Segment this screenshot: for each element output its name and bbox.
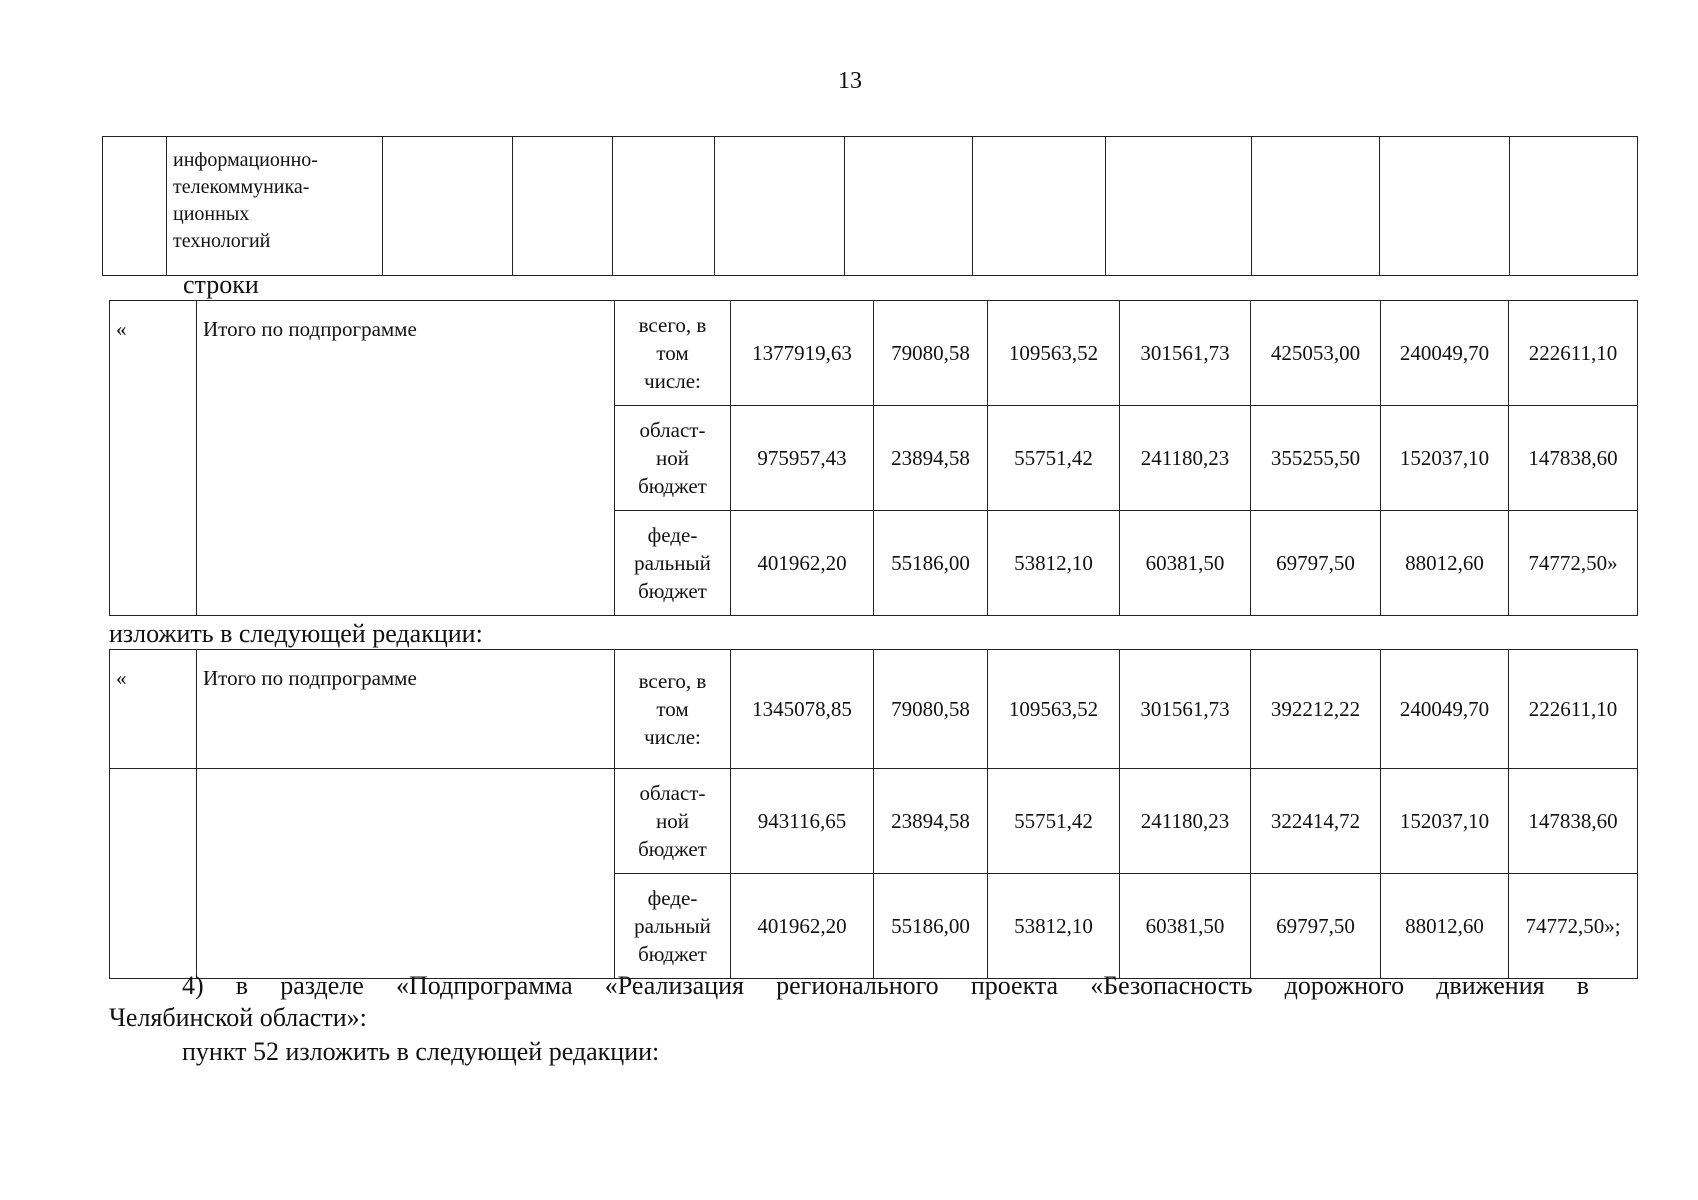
table-cell [513, 137, 613, 276]
value-cell: 975957,43 [731, 406, 874, 511]
value-cell: 23894,58 [874, 769, 988, 874]
value-cell: 152037,10 [1381, 406, 1509, 511]
value-cell: 53812,10 [988, 874, 1120, 979]
value-cell: 88012,60 [1381, 874, 1509, 979]
value-cell: 401962,20 [731, 874, 874, 979]
source-line: ной [656, 446, 689, 470]
table-cell [613, 137, 715, 276]
source-line: всего, в [638, 313, 707, 337]
table-cell [973, 137, 1106, 276]
quote-cell: « [110, 650, 197, 769]
value-cell: 147838,60 [1509, 406, 1638, 511]
value-cell: 241180,23 [1120, 406, 1251, 511]
value-cell: 74772,50»; [1509, 874, 1638, 979]
value-cell: 240049,70 [1381, 301, 1509, 406]
value-cell: 1345078,85 [731, 650, 874, 769]
value-cell: 222611,10 [1509, 650, 1638, 769]
continuation-text-cell [167, 137, 383, 276]
value-cell: 355255,50 [1251, 406, 1381, 511]
label-new-edition: изложить в следующей редакции: [109, 619, 483, 648]
source-line: феде- [647, 886, 698, 910]
value-cell: 401962,20 [731, 511, 874, 616]
value-cell: 240049,70 [1381, 650, 1509, 769]
value-cell: 109563,52 [988, 301, 1120, 406]
label-rows: строки [183, 270, 259, 299]
table-cell [845, 137, 973, 276]
quote-cell: « [110, 301, 197, 616]
source-line: том [656, 341, 689, 365]
value-cell: 301561,73 [1120, 650, 1251, 769]
continuation-table [102, 136, 1638, 276]
source-line: ральный [634, 914, 711, 938]
source-line: бюджет [638, 474, 707, 498]
value-cell: 241180,23 [1120, 769, 1251, 874]
source-line: числе: [644, 725, 701, 749]
source-line: област- [639, 781, 706, 805]
continuation-text-line: информационно- [173, 149, 318, 171]
value-cell: 322414,72 [1251, 769, 1381, 874]
source-line: том [656, 697, 689, 721]
value-cell: 60381,50 [1120, 874, 1251, 979]
old-subprogram-total-table [109, 300, 1638, 616]
source-line: бюджет [638, 942, 707, 966]
value-cell: 69797,50 [1251, 874, 1381, 979]
value-cell: 943116,65 [731, 769, 874, 874]
table-row [110, 769, 1638, 874]
table-cell [1252, 137, 1380, 276]
table-cell [715, 137, 845, 276]
source-line: бюджет [638, 579, 707, 603]
continuation-row [103, 137, 1638, 276]
value-cell: 55186,00 [874, 511, 988, 616]
source-line: числе: [644, 369, 701, 393]
value-cell: 425053,00 [1251, 301, 1381, 406]
value-cell: 152037,10 [1381, 769, 1509, 874]
value-cell: 222611,10 [1509, 301, 1638, 406]
subprogram-title-cell: Итого по подпрограмме [197, 301, 615, 616]
value-cell: 79080,58 [874, 650, 988, 769]
table-cell [1106, 137, 1252, 276]
source-cell [615, 650, 731, 769]
source-line: област- [639, 418, 706, 442]
table-cell [103, 137, 167, 276]
source-cell [615, 874, 731, 979]
value-cell: 53812,10 [988, 511, 1120, 616]
source-cell [615, 769, 731, 874]
source-cell [615, 511, 731, 616]
new-subprogram-total-table [109, 649, 1638, 979]
paragraph-4-line-1: 4) в разделе «Подпрограмма «Реализация регионального проекта «Безопасность дорожного движения в [182, 971, 1589, 1000]
source-line: всего, в [638, 669, 707, 693]
table-cell [197, 769, 615, 979]
table-cell [1380, 137, 1510, 276]
value-cell: 1377919,63 [731, 301, 874, 406]
value-cell: 74772,50» [1509, 511, 1638, 616]
table-row [110, 301, 1638, 406]
source-line: ной [656, 809, 689, 833]
value-cell: 23894,58 [874, 406, 988, 511]
value-cell: 109563,52 [988, 650, 1120, 769]
table-row [110, 650, 1638, 769]
source-line: бюджет [638, 837, 707, 861]
value-cell: 88012,60 [1381, 511, 1509, 616]
value-cell: 392212,22 [1251, 650, 1381, 769]
value-cell: 55751,42 [988, 769, 1120, 874]
value-cell: 79080,58 [874, 301, 988, 406]
table-cell [383, 137, 513, 276]
source-cell [615, 406, 731, 511]
continuation-text-line: ционных [173, 203, 250, 225]
subprogram-title-cell: Итого по подпрограмме [197, 650, 615, 769]
value-cell: 69797,50 [1251, 511, 1381, 616]
value-cell: 301561,73 [1120, 301, 1251, 406]
value-cell: 55751,42 [988, 406, 1120, 511]
continuation-text-line: телекоммуника- [173, 176, 310, 198]
table-cell [1510, 137, 1638, 276]
source-line: феде- [647, 523, 698, 547]
value-cell: 60381,50 [1120, 511, 1251, 616]
source-cell [615, 301, 731, 406]
paragraph-punkt-52: пункт 52 изложить в следующей редакции: [182, 1037, 660, 1066]
value-cell: 147838,60 [1509, 769, 1638, 874]
page-number: 13 [838, 68, 862, 94]
table-cell [110, 769, 197, 979]
continuation-text-line: технологий [173, 230, 271, 252]
value-cell: 55186,00 [874, 874, 988, 979]
paragraph-4-line-2: Челябинской области»: [109, 1003, 367, 1032]
source-line: ральный [634, 551, 711, 575]
